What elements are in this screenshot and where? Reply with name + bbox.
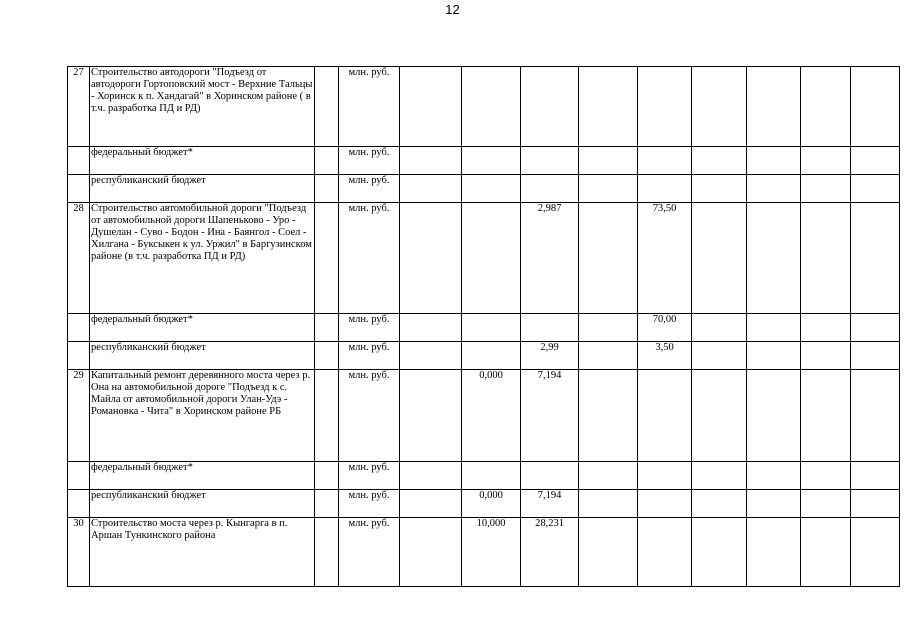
value-cell: [400, 147, 462, 175]
unit-cell: млн. руб.: [339, 462, 400, 490]
value-cell: [692, 67, 747, 147]
row-name: республиканский бюджет: [90, 490, 315, 518]
value-cell: [400, 342, 462, 370]
value-cell: [801, 67, 851, 147]
value-cell: [692, 342, 747, 370]
row-number: [68, 490, 90, 518]
unit-cell: млн. руб.: [339, 175, 400, 203]
table-body: [68, 67, 900, 587]
table-row: [68, 490, 900, 518]
blank-cell: [315, 462, 339, 490]
blank-cell: [315, 175, 339, 203]
value-cell: [747, 342, 801, 370]
value-cell: 0,000: [462, 370, 521, 462]
value-cell: [692, 147, 747, 175]
row-name: Строительство моста через р. Кынгарга в п. Аршан Тункинского района: [90, 518, 315, 587]
row-number: [68, 342, 90, 370]
value-cell: [801, 175, 851, 203]
value-cell: [851, 203, 900, 314]
value-cell: [692, 203, 747, 314]
unit-cell: млн. руб.: [339, 518, 400, 587]
value-cell: [801, 370, 851, 462]
value-cell: 10,000: [462, 518, 521, 587]
value-cell: [579, 314, 638, 342]
value-cell: 7,194: [521, 370, 579, 462]
blank-cell: [315, 314, 339, 342]
value-cell: [400, 314, 462, 342]
value-cell: [400, 175, 462, 203]
value-cell: [851, 314, 900, 342]
page-number: 12: [445, 2, 460, 17]
value-cell: 3,50: [638, 342, 692, 370]
row-number: 28: [68, 203, 90, 314]
value-cell: [801, 462, 851, 490]
budget-table: [67, 66, 900, 587]
unit-cell: млн. руб.: [339, 147, 400, 175]
value-cell: [462, 342, 521, 370]
value-cell: [851, 67, 900, 147]
value-cell: [579, 518, 638, 587]
blank-cell: [315, 342, 339, 370]
value-cell: 73,50: [638, 203, 692, 314]
value-cell: [579, 147, 638, 175]
row-name: республиканский бюджет: [90, 342, 315, 370]
value-cell: [521, 462, 579, 490]
value-cell: [747, 518, 801, 587]
table-row: [68, 314, 900, 342]
value-cell: [579, 342, 638, 370]
table-row: [68, 518, 900, 587]
unit-cell: млн. руб.: [339, 342, 400, 370]
value-cell: 2,987: [521, 203, 579, 314]
row-name: Строительство автодороги "Подъезд от автодороги Гортоповский мост - Верхние Тальцы - Хоринск к п. Хандагай" в Хоринском районе ( в т.ч. разработка ПД и РД): [90, 67, 315, 147]
value-cell: [462, 175, 521, 203]
blank-cell: [315, 490, 339, 518]
value-cell: 2,99: [521, 342, 579, 370]
unit-cell: млн. руб.: [339, 203, 400, 314]
value-cell: [521, 314, 579, 342]
value-cell: [400, 203, 462, 314]
value-cell: [801, 518, 851, 587]
value-cell: [851, 490, 900, 518]
value-cell: [638, 175, 692, 203]
value-cell: [521, 175, 579, 203]
row-number: 27: [68, 67, 90, 147]
value-cell: [692, 175, 747, 203]
value-cell: [400, 518, 462, 587]
row-number: [68, 462, 90, 490]
value-cell: [692, 462, 747, 490]
value-cell: [801, 342, 851, 370]
row-number: [68, 175, 90, 203]
table-row: [68, 462, 900, 490]
value-cell: [462, 67, 521, 147]
value-cell: [400, 462, 462, 490]
value-cell: [747, 203, 801, 314]
value-cell: [851, 518, 900, 587]
value-cell: [400, 370, 462, 462]
value-cell: [638, 462, 692, 490]
value-cell: [638, 518, 692, 587]
table-row: [68, 342, 900, 370]
value-cell: [638, 490, 692, 518]
row-name: федеральный бюджет*: [90, 462, 315, 490]
value-cell: [747, 314, 801, 342]
value-cell: [462, 147, 521, 175]
value-cell: [462, 462, 521, 490]
value-cell: [521, 147, 579, 175]
blank-cell: [315, 518, 339, 587]
value-cell: [579, 462, 638, 490]
value-cell: [747, 462, 801, 490]
value-cell: [851, 175, 900, 203]
value-cell: [638, 67, 692, 147]
value-cell: [579, 67, 638, 147]
row-number: 30: [68, 518, 90, 587]
row-number: [68, 147, 90, 175]
value-cell: [692, 518, 747, 587]
value-cell: [579, 490, 638, 518]
value-cell: [521, 67, 579, 147]
value-cell: [747, 67, 801, 147]
value-cell: 0,000: [462, 490, 521, 518]
value-cell: [638, 370, 692, 462]
value-cell: [579, 175, 638, 203]
value-cell: [801, 314, 851, 342]
value-cell: [462, 314, 521, 342]
value-cell: [747, 490, 801, 518]
value-cell: [747, 147, 801, 175]
value-cell: [801, 203, 851, 314]
table-row: [68, 203, 900, 314]
row-name: Капитальный ремонт деревянного моста через р. Она на автомобильной дороге "Подъезд к с. Майла от автомобильной дороги Улан-Удэ - Романовка - Чита" в Хоринском районе РБ: [90, 370, 315, 462]
unit-cell: млн. руб.: [339, 370, 400, 462]
table-row: [68, 175, 900, 203]
value-cell: [400, 490, 462, 518]
value-cell: 28,231: [521, 518, 579, 587]
unit-cell: млн. руб.: [339, 490, 400, 518]
value-cell: [747, 175, 801, 203]
value-cell: [638, 147, 692, 175]
value-cell: [462, 203, 521, 314]
value-cell: [851, 370, 900, 462]
table-row: [68, 147, 900, 175]
row-number: 29: [68, 370, 90, 462]
row-name: федеральный бюджет*: [90, 314, 315, 342]
value-cell: [851, 462, 900, 490]
value-cell: [801, 147, 851, 175]
value-cell: [579, 370, 638, 462]
row-name: республиканский бюджет: [90, 175, 315, 203]
value-cell: [692, 370, 747, 462]
blank-cell: [315, 67, 339, 147]
unit-cell: млн. руб.: [339, 67, 400, 147]
value-cell: [400, 67, 462, 147]
value-cell: [692, 490, 747, 518]
blank-cell: [315, 370, 339, 462]
table-row: [68, 370, 900, 462]
value-cell: [851, 147, 900, 175]
value-cell: [692, 314, 747, 342]
row-name: Строительство автомобильной дороги "Подъезд от автомобильной дороги Шапеньково - Уро - Душелан - Суво - Бодон - Ина - Баянгол - Соел - Хилгана - Буксыкен к ул. Уржил" в Баргузинском районе (в т.ч. разработка ПД и РД): [90, 203, 315, 314]
value-cell: 7,194: [521, 490, 579, 518]
unit-cell: млн. руб.: [339, 314, 400, 342]
value-cell: [579, 203, 638, 314]
blank-cell: [315, 147, 339, 175]
blank-cell: [315, 203, 339, 314]
row-name: федеральный бюджет*: [90, 147, 315, 175]
value-cell: [747, 370, 801, 462]
value-cell: [801, 490, 851, 518]
value-cell: [851, 342, 900, 370]
value-cell: 70,00: [638, 314, 692, 342]
table-row: [68, 67, 900, 147]
row-number: [68, 314, 90, 342]
